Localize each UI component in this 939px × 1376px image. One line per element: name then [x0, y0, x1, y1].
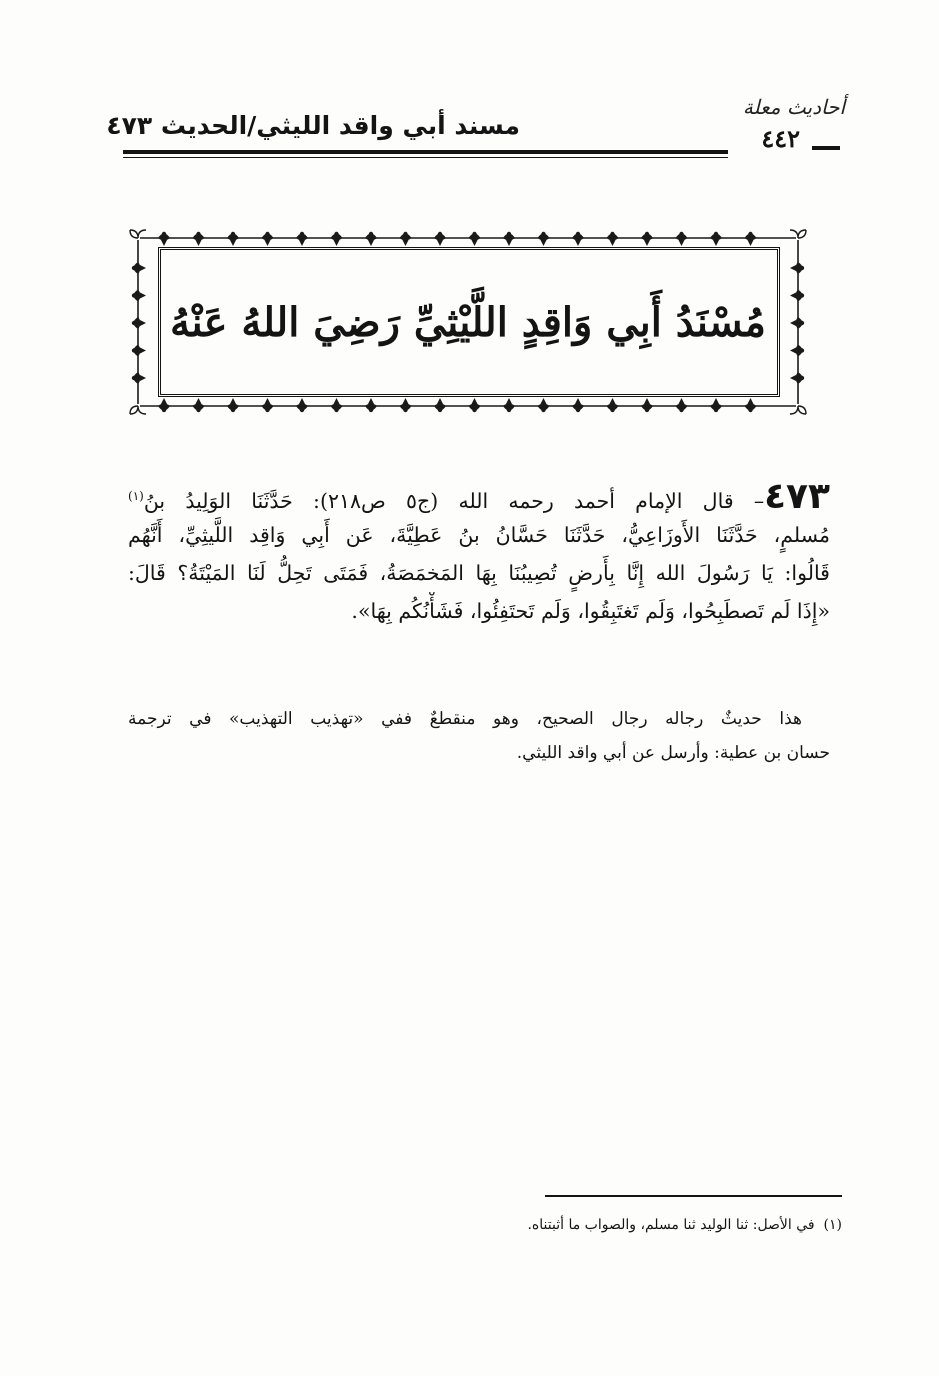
frame-ornament: [365, 398, 377, 412]
frame-ornament: [745, 232, 757, 246]
frame-ornament: [790, 345, 804, 357]
frame-ornament: [434, 398, 446, 412]
hadith-line-1-text: – قال الإمام أحمد رحمه الله (ج٥ ص٢١٨): حَدَّثَنَا الوَلِيدُ بنُ: [143, 489, 765, 513]
frame-ornament: [607, 232, 619, 246]
frame-ornament: [227, 232, 239, 246]
frame-ornament: [262, 398, 274, 412]
header-rule: [123, 150, 728, 154]
frame-ornament: [469, 398, 481, 412]
frame-ornament: [227, 398, 239, 412]
footnote-text: في الأصل: ثنا الوليد ثنا مسلم، والصواب ما أثبتناه.: [527, 1217, 815, 1233]
musnad-heading: مُسْنَدُ أَبِي وَاقِدٍ اللَّيْثِيِّ رَضِيَ اللهُ عَنْهُ: [170, 299, 766, 346]
hadith-line-3: قَالُوا: يَا رَسُولَ الله إِنَّا بِأَرضٍ تُصِيبُنَا بِهَا المَخمَصَةُ، فَمَتَى تَحِلُّ لَنَا المَيْتَةُ؟ قَالَ:: [128, 561, 830, 585]
hadith-line-4: «إِذَا لَم تَصطَبِحُوا، وَلَم تَغتَبِقُوا، وَلَم تَحتَفِئُوا، فَشَأْنُكُم بِهَا».: [351, 599, 830, 623]
footnote-marker: (١): [823, 1217, 842, 1233]
frame-ornament: [641, 398, 653, 412]
commentary-line-2: حسان بن عطية: وأرسل عن أبي واقد الليثي.: [516, 743, 830, 763]
frame-ornament: [538, 398, 550, 412]
frame-ornament: [400, 232, 412, 246]
hadith-line-2: مُسلمٍ، حَدَّثَنَا الأَوزَاعِيُّ، حَدَّثَنَا حَسَّانُ بنُ عَطِيَّةَ، عَن أَبِي وَاقِد اللَّيثِيِّ، أَنَّهُم: [128, 523, 830, 547]
frame-ornament: [158, 398, 170, 412]
frame-ornament: [132, 317, 146, 329]
frame-ornament: [676, 232, 688, 246]
frame-ornament: [296, 232, 308, 246]
frame-ornament: [745, 398, 757, 412]
frame-ornament: [132, 372, 146, 384]
frame-ornament: [132, 345, 146, 357]
frame-ornament: [503, 398, 515, 412]
frame-ornament: [132, 262, 146, 274]
frame-ornament: [262, 232, 274, 246]
header-rule-thin: [123, 157, 728, 158]
frame-ornament: [365, 232, 377, 246]
frame-ornament: [434, 232, 446, 246]
hadith-line-1: [128, 478, 830, 516]
hadith-text: [128, 478, 830, 630]
hadith-number: ٤٧٣: [764, 478, 830, 516]
footnote: [420, 1212, 842, 1238]
frame-ornament: [132, 290, 146, 302]
frame-ornament: [790, 317, 804, 329]
commentary-line-1: هذا حديثٌ رجاله رجال الصحيح، وهو منقطعٌ ففي «تهذيب التهذيب» في ترجمة: [128, 709, 802, 729]
frame-ornament: [790, 372, 804, 384]
frame-ornament: [193, 398, 205, 412]
frame-ornament: [158, 232, 170, 246]
frame-ornament: [607, 398, 619, 412]
frame-ornament: [331, 232, 343, 246]
frame-ornament: [572, 398, 584, 412]
commentary: [128, 702, 830, 770]
frame-ornament: [572, 232, 584, 246]
frame-ornament: [400, 398, 412, 412]
frame-ornament: [503, 232, 515, 246]
running-header-title: مسند أبي واقد الليثي/الحديث ٤٧٣: [106, 111, 520, 140]
frame-ornament: [710, 232, 722, 246]
frame-ornament: [710, 398, 722, 412]
footnote-reference: (١): [128, 489, 144, 504]
frame-ornament: [790, 290, 804, 302]
frame-ornament: [790, 262, 804, 274]
page-number-dash: [812, 146, 840, 150]
frame-ornament: [331, 398, 343, 412]
frame-ornament: [641, 232, 653, 246]
frame-ornament: [469, 232, 481, 246]
frame-ornament: [296, 398, 308, 412]
footnote-rule: [545, 1195, 842, 1197]
frame-ornament: [676, 398, 688, 412]
frame-ornament: [193, 232, 205, 246]
frame-ornament: [538, 232, 550, 246]
handwritten-note: أحاديث معلة: [742, 95, 845, 119]
page-number: ٤٤٢: [761, 124, 800, 153]
